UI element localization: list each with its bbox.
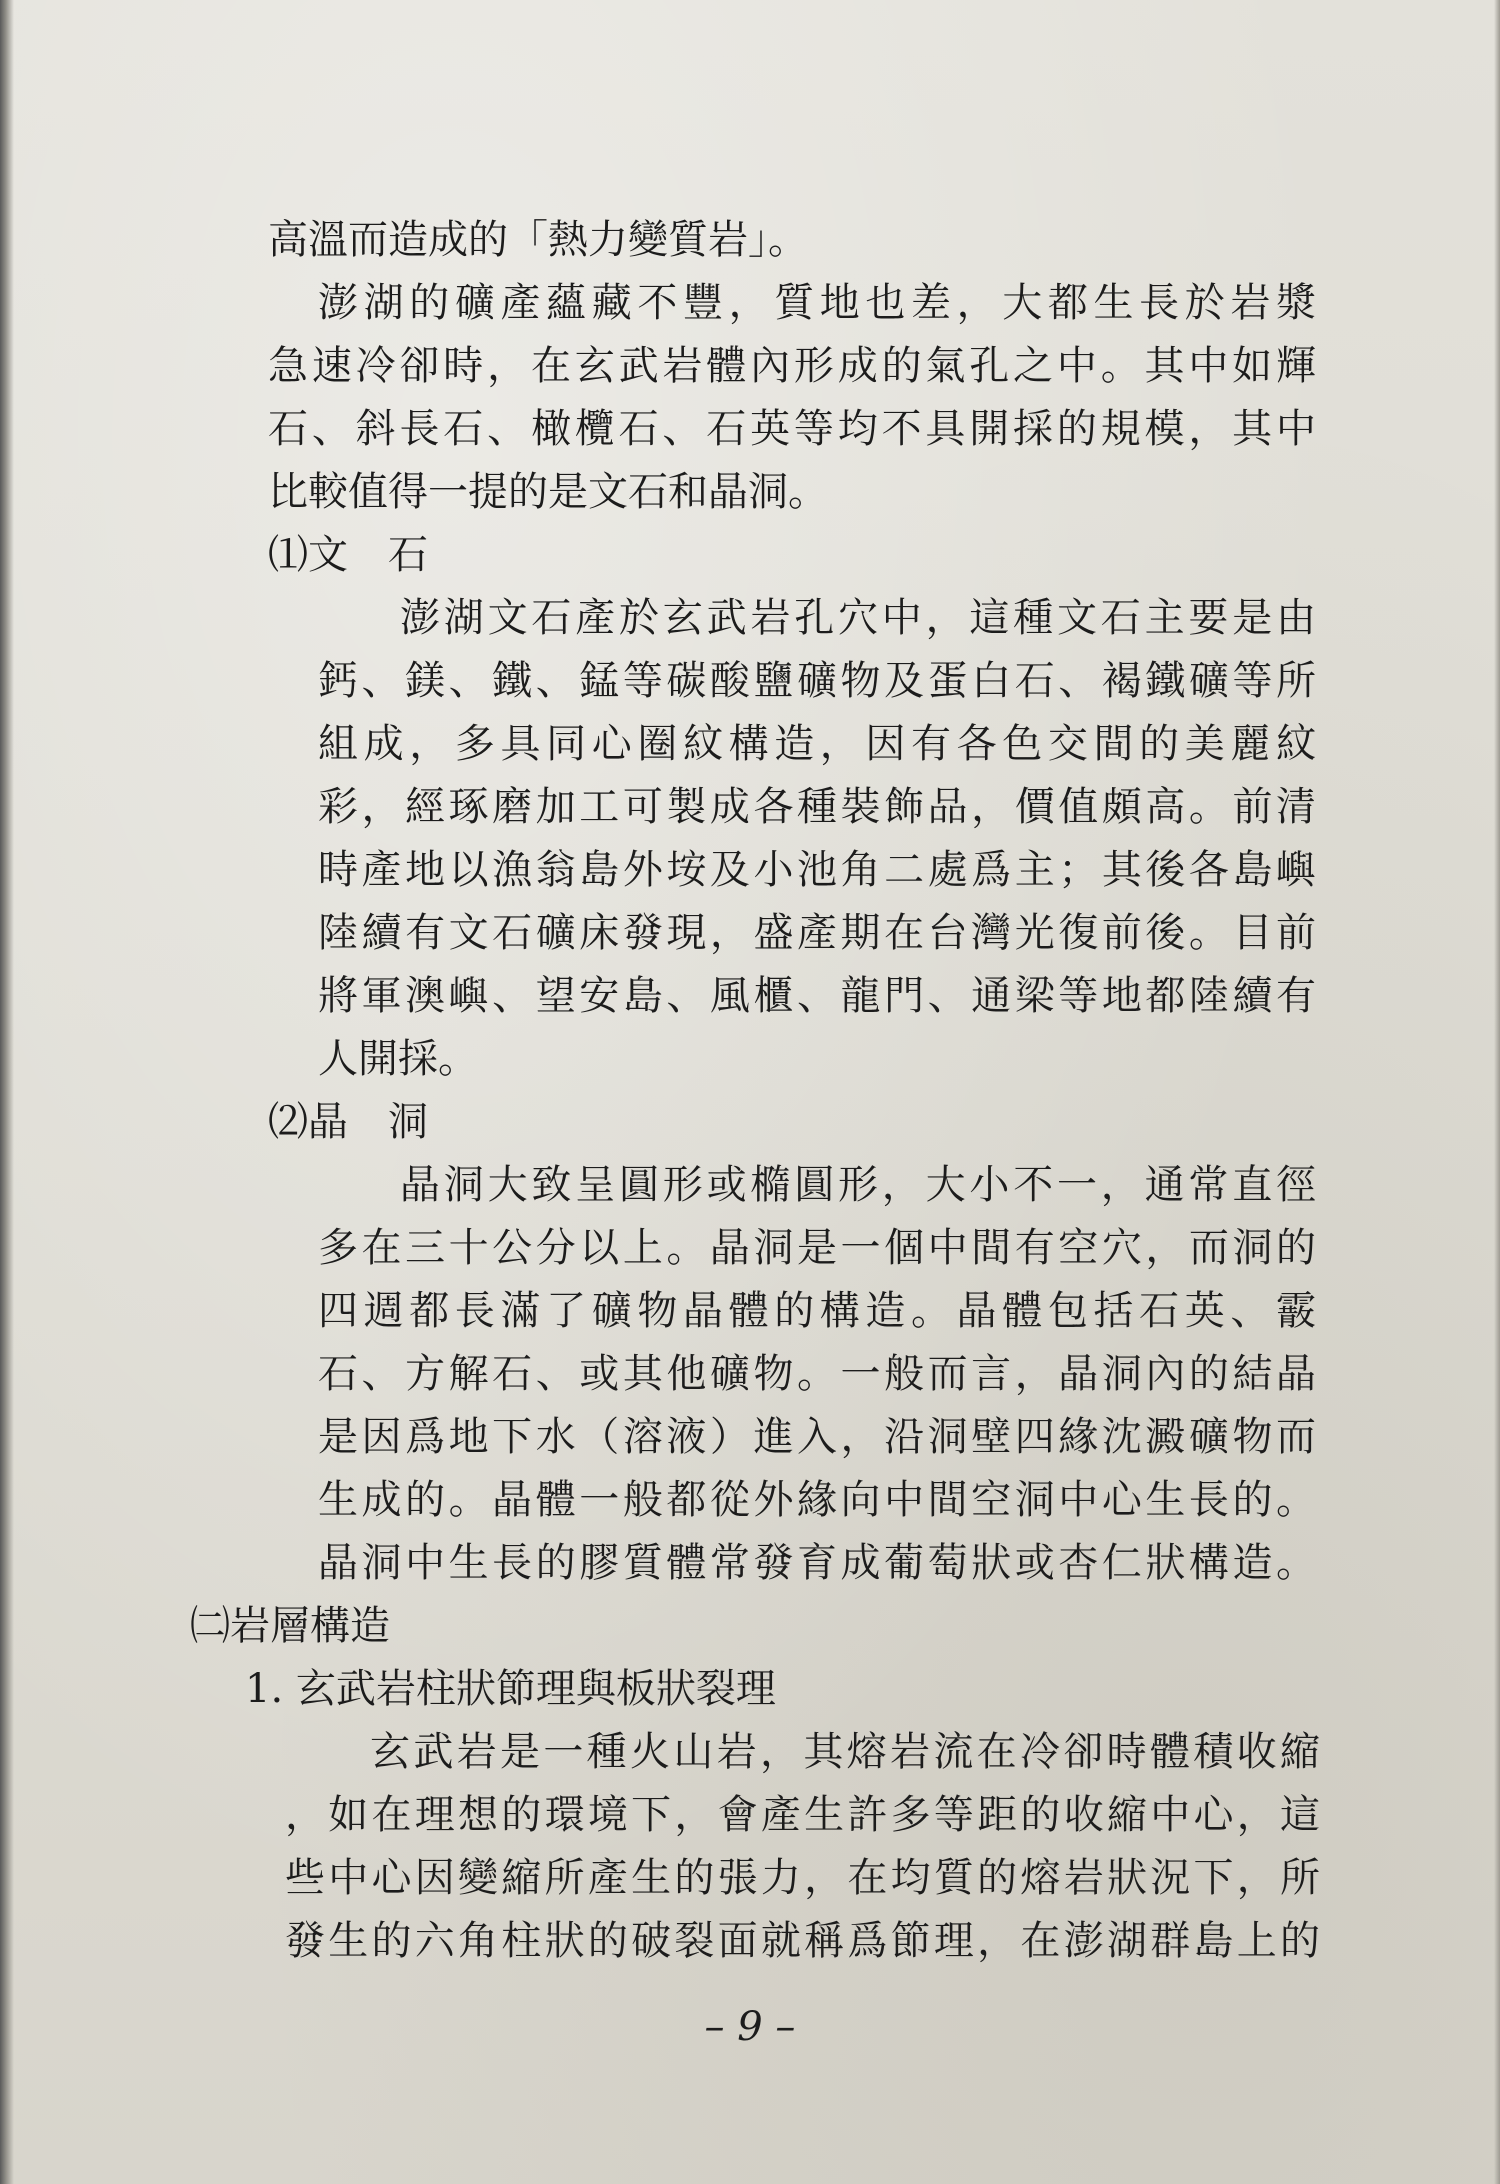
text-line-12: 陸續有文石礦床發現，盛產期在台灣光復前後。目前 (318, 910, 1316, 956)
text-line-27: 些中心因變縮所產生的張力，在均質的熔岩狀況下，所 (285, 1855, 1320, 1901)
text-line-13: 將軍澳嶼、望安島、風櫃、龍門、通梁等地都陸續有 (318, 973, 1316, 1019)
section-heading-yanceng: ㈡岩層構造 (190, 1603, 390, 1649)
text-line-20: 是因爲地下水（溶液）進入，沿洞壁四緣沈澱礦物而 (318, 1414, 1316, 1460)
subsection-heading: 1. 玄武岩柱狀節理與板狀裂理 (245, 1666, 776, 1712)
text-line-18: 四週都長滿了礦物晶體的構造。晶體包括石英、霰 (318, 1288, 1316, 1334)
text-line-9: 組成，多具同心圈紋構造，因有各色交間的美麗紋 (318, 721, 1316, 767)
text-line-5: 比較值得一提的是文石和晶洞。 (268, 469, 828, 515)
text-line-14: 人開採。 (318, 1036, 478, 1082)
text-line-17: 多在三十公分以上。晶洞是一個中間有空穴，而洞的 (318, 1225, 1316, 1271)
section-heading-wenshi: ⑴文 石 (268, 532, 428, 578)
text-line-10: 彩，經琢磨加工可製成各種裝飾品，價值頗高。前清 (318, 784, 1316, 830)
text-line-2: 澎湖的礦產蘊藏不豐，質地也差，大都生長於岩漿 (318, 280, 1316, 326)
text-line-21: 生成的。晶體一般都從外緣向中間空洞中心生長的。 (318, 1477, 1316, 1523)
page-edge-shadow (0, 0, 14, 2184)
text-line-3: 急速冷卻時，在玄武岩體內形成的氣孔之中。其中如輝 (268, 343, 1316, 389)
text-line-8: 鈣、鎂、鐵、錳等碳酸鹽礦物及蛋白石、褐鐵礦等所 (318, 658, 1316, 704)
text-line-22: 晶洞中生長的膠質體常發育成葡萄狀或杏仁狀構造。 (318, 1540, 1316, 1586)
text-line-1: 高溫而造成的「熱力變質岩」。 (268, 217, 808, 263)
text-line-4: 石、斜長石、橄欖石、石英等均不具開採的規模，其中 (268, 406, 1316, 452)
text-line-26: ，如在理想的環境下，會產生許多等距的收縮中心，這 (285, 1792, 1320, 1838)
text-line-28: 發生的六角柱狀的破裂面就稱爲節理，在澎湖群島上的 (285, 1918, 1320, 1964)
text-line-25: 玄武岩是一種火山岩，其熔岩流在冷卻時體積收縮 (370, 1729, 1320, 1775)
text-line-7: 澎湖文石產於玄武岩孔穴中，這種文石主要是由 (400, 595, 1316, 641)
page-edge-right (1494, 0, 1500, 2184)
page-number: – 9 – (704, 2004, 796, 2050)
section-heading-jingdong: ⑵晶 洞 (268, 1099, 428, 1145)
text-line-16: 晶洞大致呈圓形或橢圓形，大小不一，通常直徑 (400, 1162, 1316, 1208)
text-line-19: 石、方解石、或其他礦物。一般而言，晶洞內的結晶 (318, 1351, 1316, 1397)
text-line-11: 時產地以漁翁島外垵及小池角二處爲主；其後各島嶼 (318, 847, 1316, 893)
